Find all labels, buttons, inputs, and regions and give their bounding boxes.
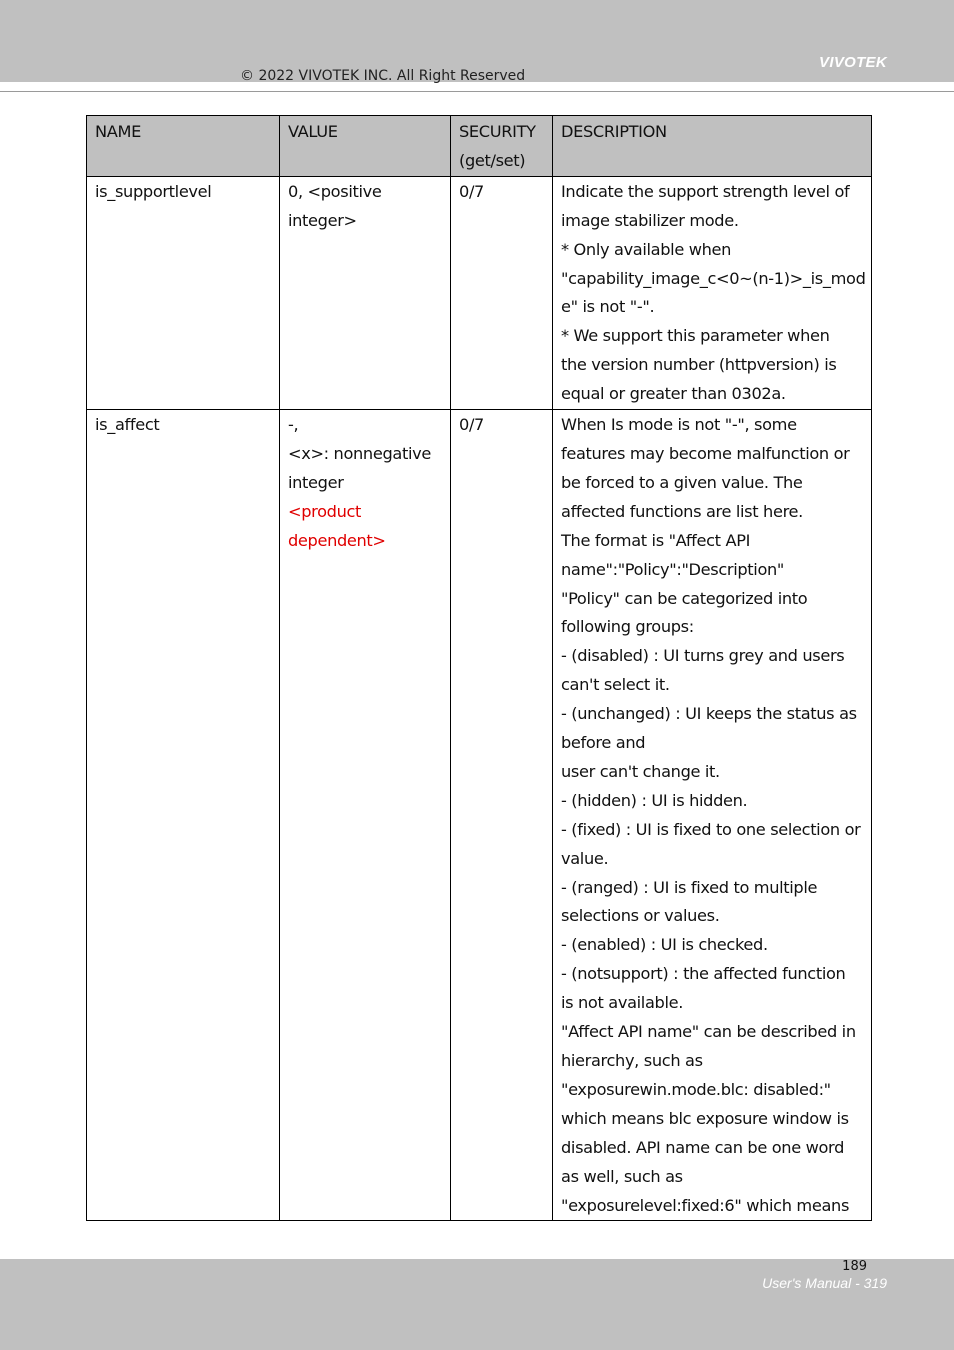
table-row (87, 410, 872, 1221)
cell-security: 0/7 (451, 176, 553, 409)
page-number: 189 (842, 1259, 867, 1274)
parameter-table (86, 115, 872, 1221)
cell-value: -, <x>: nonnegative integer <product dependent> (280, 410, 451, 1221)
cell-description: Indicate the support strength level of image stabilizer mode. * Only available when "capability_image_c<0~(n-1)>_is_mod e" is not "-". * We support this parameter when the version number (httpversion) is equal or greater than 0302a. (553, 176, 872, 409)
cell-security: 0/7 (451, 410, 553, 1221)
header-description: DESCRIPTION (553, 116, 872, 177)
table-row (87, 176, 872, 409)
copyright-notice: © 2022 VIVOTEK INC. All Right Reserved (240, 68, 526, 84)
product-dependent-note: <product (288, 501, 362, 521)
brand-logo: VIVOTEK (819, 54, 887, 71)
cell-value: 0, <positive integer> (280, 176, 451, 409)
manual-page-reference: User's Manual - 319 (762, 1275, 887, 1291)
product-dependent-note: dependent> (288, 530, 386, 550)
header-security: SECURITY (get/set) (451, 116, 553, 177)
header-divider (0, 91, 954, 92)
cell-description: When Is mode is not "-", some features may become malfunction or be forced to a given value. The affected functions are list here. The format is "Affect API name":"Policy":"Description" "Policy" can be categorized into following groups: - (disabled) : UI turns grey and users can't select it. - (unchanged) : UI keeps the status as before and user can't change it. - (hidden) : UI is hidden. - (fixed) : UI is fixed to one selection or value. - (ranged) : UI is fixed to multiple selections or values. - (enabled) : UI is checked. - (notsupport) : the affected function is not available. "Affect API name" can be described in hierarchy, such as "exposurewin.mode.blc: disabled:" which means blc exposure window is disabled. API name can be one word as well, such as "exposurelevel:fixed:6" which means (553, 410, 872, 1221)
header-name: NAME (87, 116, 280, 177)
header-value: VALUE (280, 116, 451, 177)
cell-name: is_supportlevel (87, 176, 280, 409)
page-footer (0, 1259, 954, 1350)
cell-name: is_affect (87, 410, 280, 1221)
table-header-row (87, 116, 872, 177)
